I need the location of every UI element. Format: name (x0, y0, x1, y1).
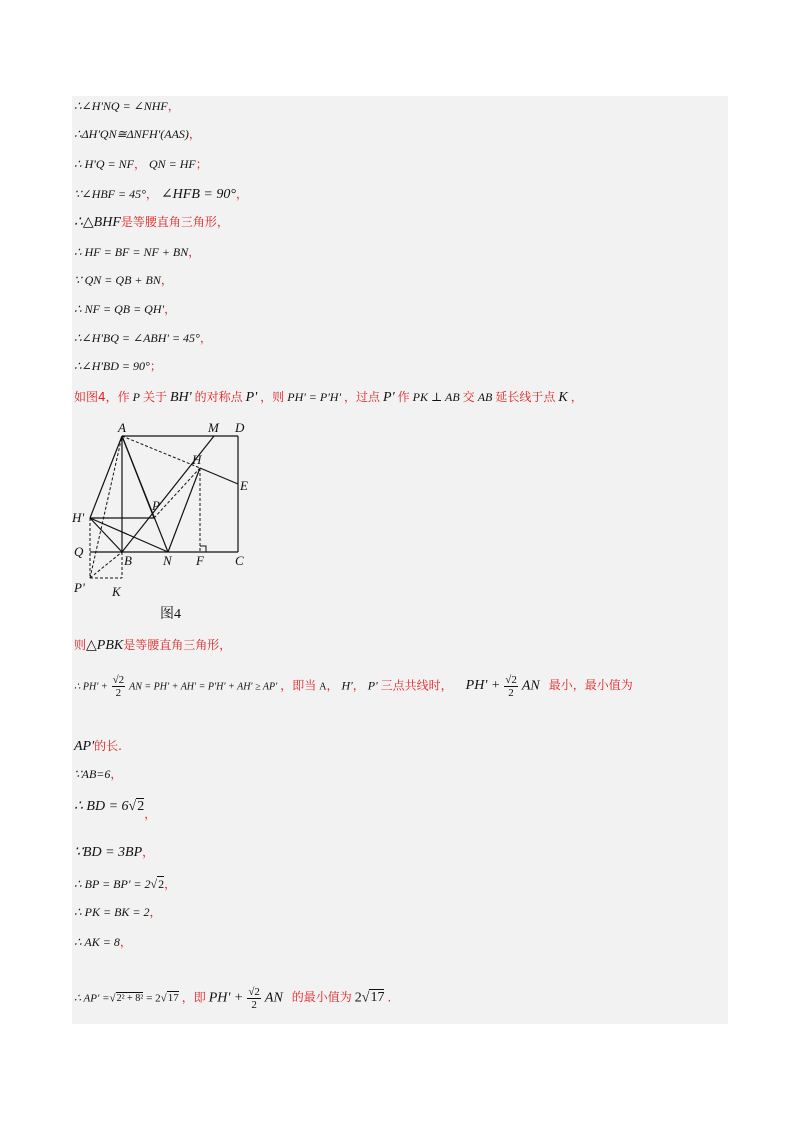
line-20 (74, 934, 132, 950)
figure-caption: 图4 (160, 607, 181, 622)
segment-NH (168, 468, 200, 552)
fraction-numerator: √2 (505, 674, 517, 686)
label-N: N (163, 553, 172, 568)
line-9 (74, 330, 212, 346)
math-text: K (558, 390, 568, 405)
label-H: H (192, 452, 202, 467)
math-text: ∴△BHF (74, 215, 121, 230)
fraction-denominator: 2 (251, 999, 257, 1011)
red-text: 的最小值为 (291, 990, 352, 1005)
segment-H1B (90, 518, 122, 552)
punct: ， (326, 678, 339, 693)
red-text: 是等腰直角三角形， (123, 638, 232, 652)
math-text: ∴ H'Q = NF (74, 157, 134, 171)
math-text: AP' (74, 739, 95, 754)
punct: ， (188, 245, 201, 259)
math-text: ∴ PH' + (74, 681, 108, 693)
math-text: P (132, 390, 140, 404)
line-14 (74, 738, 122, 755)
line-13 (74, 674, 633, 699)
radicand: 2 (158, 877, 165, 891)
punct: ， (167, 99, 180, 113)
red-text: 延长线于点 (495, 390, 556, 404)
math-text: QN = HF (148, 157, 196, 171)
punct: ； (195, 157, 208, 171)
math-text: ∴∠H'NQ = ∠NHF (74, 99, 168, 113)
line-8 (74, 301, 176, 317)
punct: ， (110, 767, 123, 781)
label-E: E (240, 478, 248, 493)
red-text: 的对称点 (194, 390, 243, 404)
label-C: C (235, 553, 244, 568)
math-text: ∴ NF = QB = QH' (74, 302, 165, 316)
punct: ， (235, 187, 248, 201)
math-text: P' (367, 678, 378, 693)
line-10 (74, 358, 162, 374)
label-A: A (118, 420, 126, 435)
punct: ； (149, 359, 162, 373)
line-15 (74, 766, 122, 782)
segment-AH1 (90, 436, 122, 518)
radicand: 2² + 8² (116, 993, 144, 1005)
math-text: AB (477, 390, 493, 404)
label-F: F (196, 553, 204, 568)
punct: ， (119, 935, 132, 949)
math-text: = 2 (146, 992, 161, 1005)
fraction (112, 674, 126, 699)
math-text: A (319, 681, 327, 693)
fraction-numerator: √2 (112, 674, 125, 686)
fraction-numerator: √2 (248, 986, 260, 998)
red-text: 是等腰直角三角形， (120, 215, 229, 229)
line-12 (74, 637, 231, 654)
label-B: B (124, 553, 132, 568)
label-P-prime: P' (74, 580, 85, 595)
math-text: P' (245, 390, 258, 405)
math-text: PK ⊥ AB (412, 390, 460, 404)
right-angle-mark (200, 546, 206, 552)
line-2 (74, 126, 201, 142)
red-text: ，即当 (280, 678, 317, 693)
punct: ， (199, 331, 212, 345)
math-text: 2 (354, 990, 362, 1006)
radicand: 2 (137, 799, 145, 814)
line-1 (74, 98, 180, 114)
math-text: AN = PH' + AH' = P'H' + AH' ≥ AP' (129, 681, 278, 693)
math-text: ∵∠HBF = 45° (74, 187, 146, 201)
fraction (504, 674, 518, 699)
line-5 (74, 214, 229, 231)
radicand: 17 (370, 990, 385, 1006)
line-7 (74, 272, 173, 288)
fraction (247, 986, 261, 1011)
label-Q: Q (74, 544, 84, 559)
line-17 (74, 844, 154, 861)
label-M: M (208, 420, 219, 435)
math-text: ∴ BD = 6 (74, 799, 129, 814)
segment-AP (122, 436, 154, 518)
math-text: ∠HFB = 90° (160, 187, 236, 202)
label-H-prime: H' (72, 510, 85, 525)
dashed-AH (122, 436, 200, 468)
label-D: D (235, 420, 245, 435)
math-text: H' (341, 678, 353, 693)
math-text: ∴∠H'BD = 90° (74, 359, 150, 373)
red-text: 三点共线时， (380, 678, 453, 693)
punct: ， (142, 845, 155, 859)
line-6 (74, 244, 200, 260)
math-text: ∴∠H'BQ = ∠ABH' = 45° (74, 331, 200, 345)
math-text: ∴ BP = BP' = 2 (74, 877, 151, 891)
red-text: ，过点 (344, 390, 381, 404)
line-11 (74, 389, 583, 406)
punct: ， (145, 187, 158, 201)
line-16: ∴ BD = 6√2， (74, 799, 157, 821)
red-text: 如图4，作 (74, 390, 130, 404)
label-P: P (152, 498, 160, 513)
punct: ， (352, 678, 365, 693)
math-text: PH' + (465, 678, 501, 694)
math-text: ∴ PK = BK = 2 (74, 905, 150, 919)
punct: ， (188, 127, 201, 141)
math-text: ∵AB=6 (74, 767, 111, 781)
math-text: AN (264, 990, 283, 1006)
line-19 (74, 904, 162, 920)
red-text: 则 (74, 638, 87, 652)
math-text: P' (383, 390, 395, 405)
line-18: ∴ BP = BP' = 2√2， (74, 877, 177, 891)
punct: ， (149, 905, 162, 919)
line-3 (74, 156, 208, 172)
math-text: AN (521, 678, 540, 694)
math-text: PH' = P'H' (287, 390, 342, 404)
math-text: ∴ HF = BF = NF + BN (74, 245, 189, 259)
geometry-figure (72, 418, 262, 604)
red-text: 最小，最小值为 (548, 678, 633, 693)
red-text: 交 (462, 390, 475, 404)
dashed-PH (154, 468, 200, 518)
math-text: ∴ AP' = (74, 992, 110, 1005)
radicand: 17 (167, 992, 179, 1005)
red-text: ， (570, 390, 583, 404)
math-text: ∵BD = 3BP (74, 845, 143, 860)
math-text: ∴ AK = 8 (74, 935, 120, 949)
fraction-denominator: 2 (115, 687, 122, 699)
math-text: BH' (170, 390, 192, 405)
punct: ， (144, 807, 157, 821)
math-text: PH' + (208, 990, 244, 1006)
red-text: ，即 (181, 990, 206, 1005)
punct: . (387, 990, 392, 1005)
red-text: 作 (397, 390, 410, 404)
segment-HE (200, 468, 238, 484)
punct: ， (133, 157, 146, 171)
red-text: ，则 (260, 390, 285, 404)
math-text: ∵ QN = QB + BN (74, 273, 161, 287)
line-4 (74, 186, 248, 203)
math-text: △PBK (86, 638, 124, 653)
punct: ， (164, 877, 177, 891)
label-K: K (112, 584, 121, 599)
punct: ， (160, 273, 173, 287)
red-text: 的长. (94, 739, 122, 753)
fraction-denominator: 2 (508, 687, 514, 699)
red-text: 关于 (142, 390, 167, 404)
math-text: ∴ΔH'QN≅ΔNFH'(AAS) (74, 127, 189, 141)
punct: ， (164, 302, 177, 316)
line-21: ∴ AP' =√2² + 8² = 2√17 ，即 PH' + $\frac{√2}{2}$ AN 的最小值为 2√17 . (74, 986, 392, 1011)
